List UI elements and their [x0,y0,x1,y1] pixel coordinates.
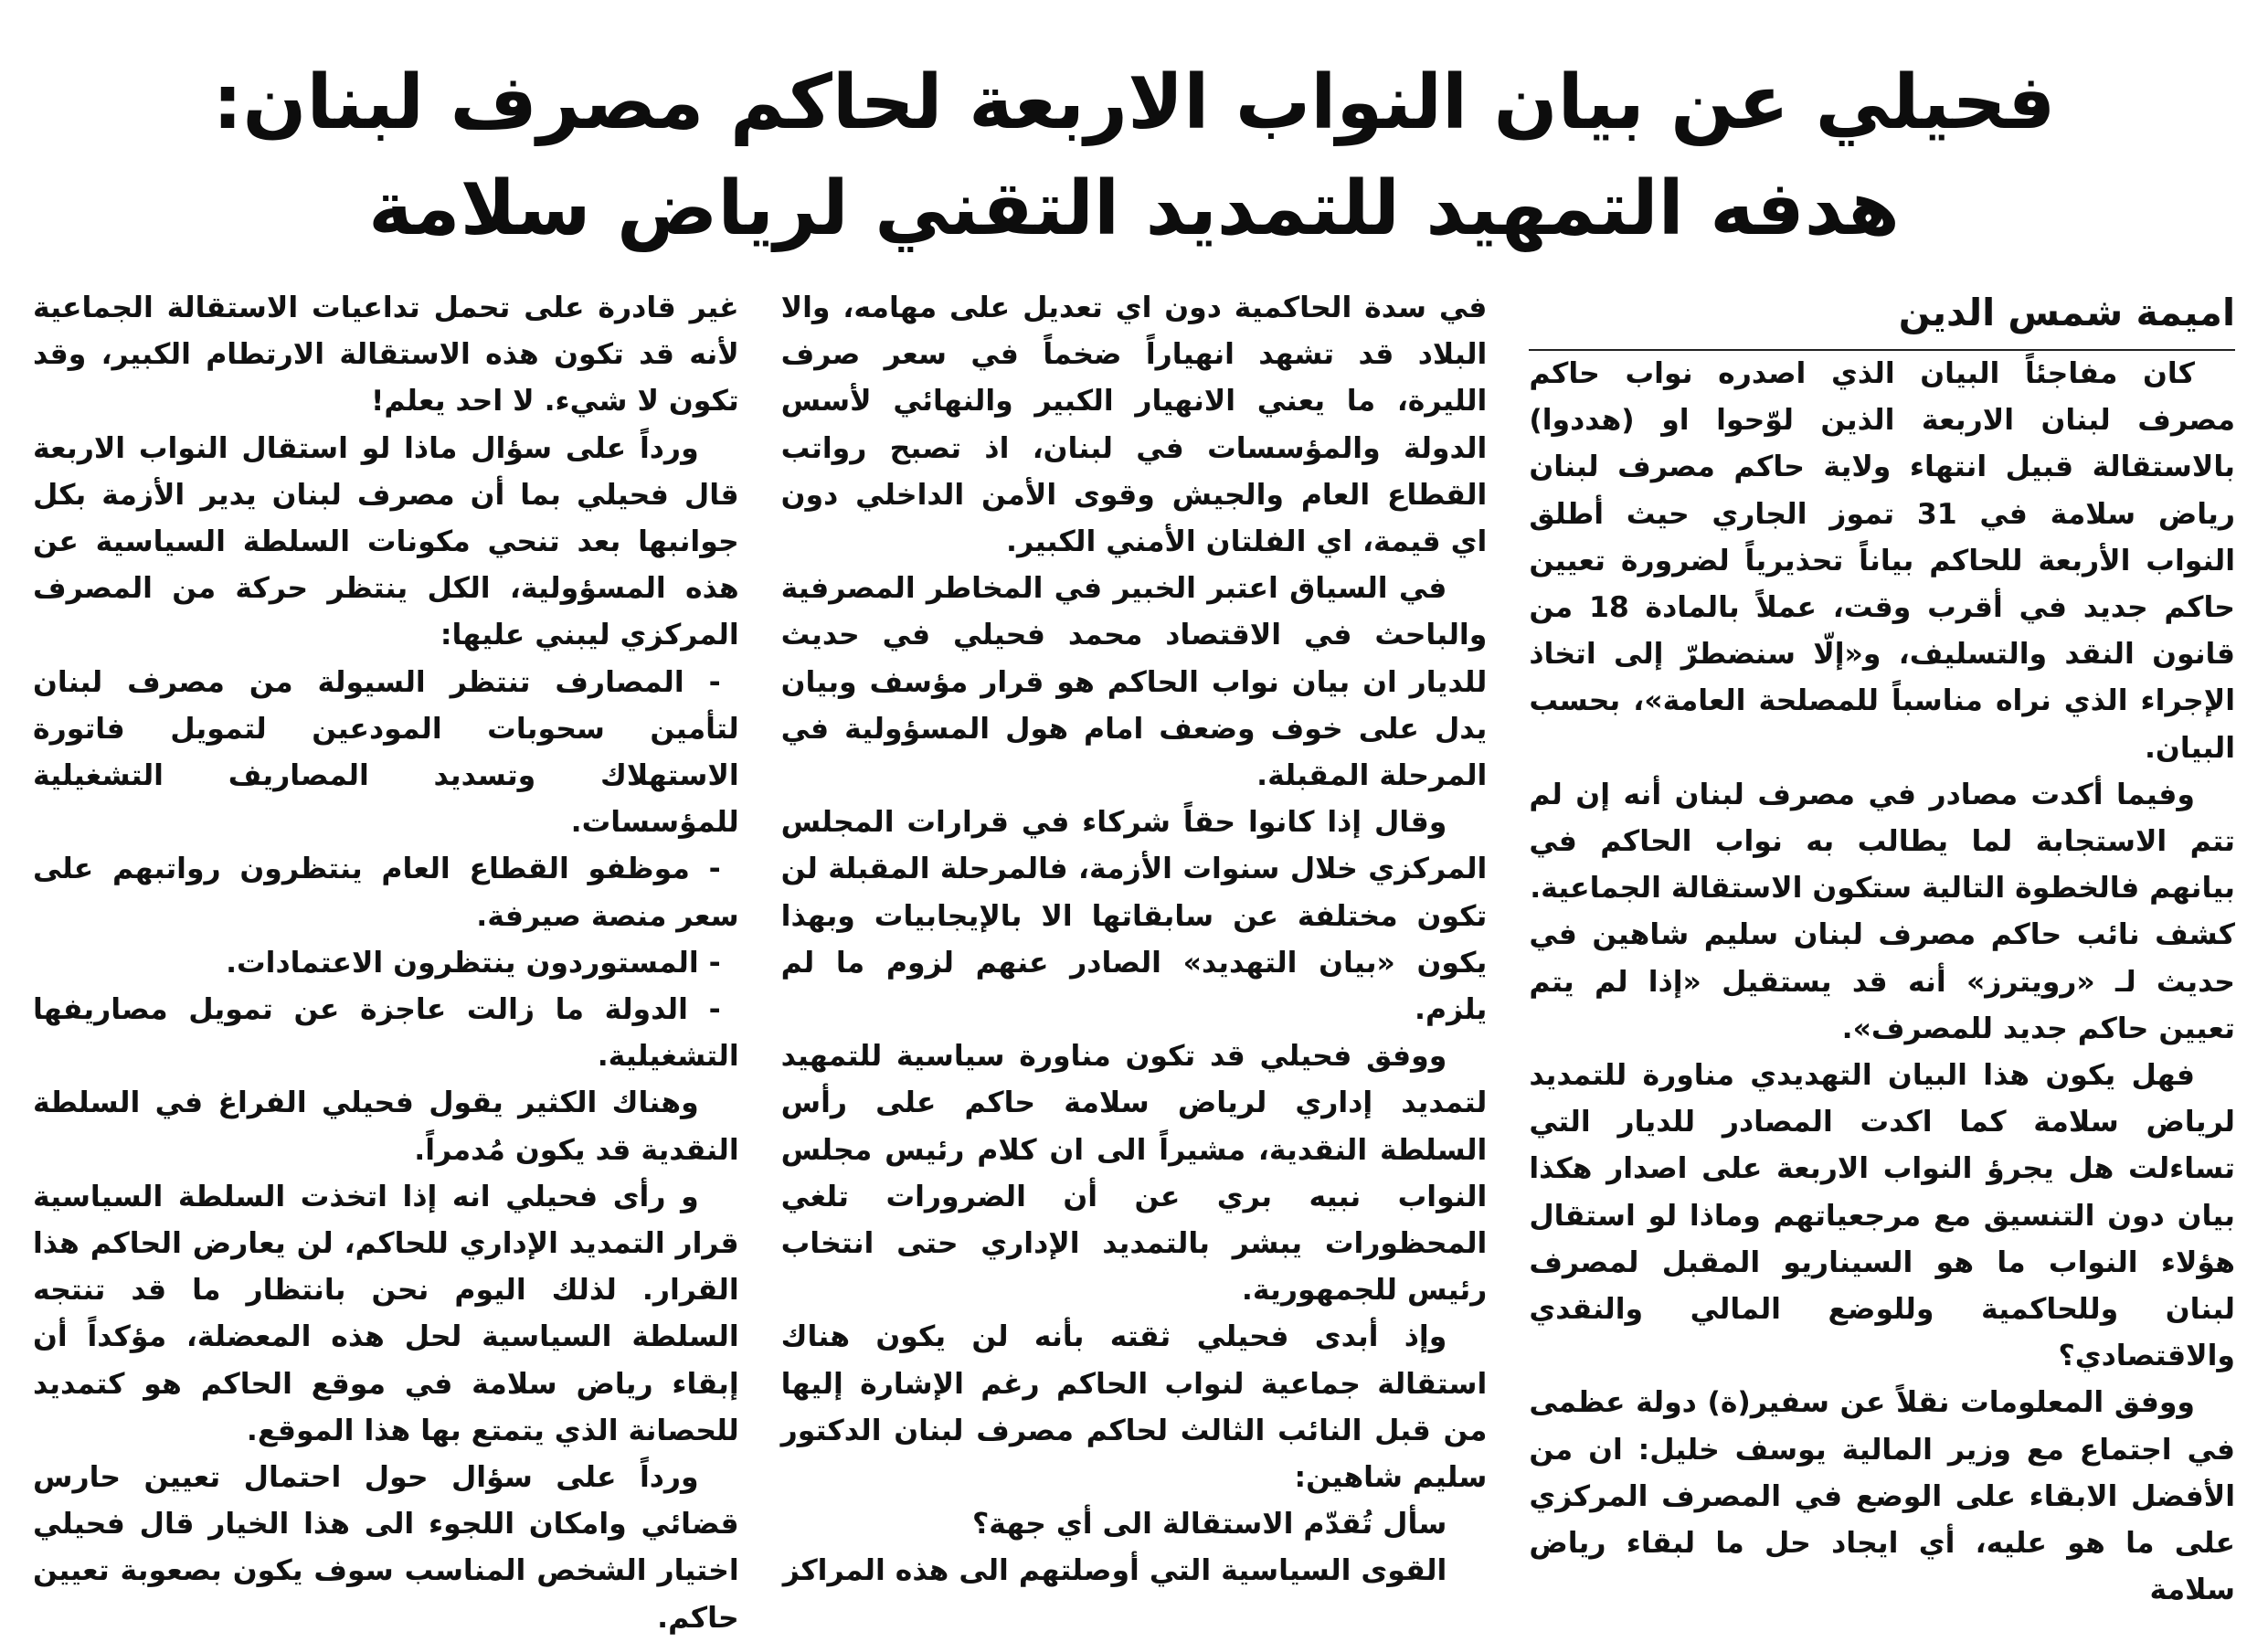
paragraph: كان مفاجئاً البيان الذي اصدره نواب حاكم مصرف لبنان الاربعة الذين لوّحوا او (هددوا) بالاستقالة قبيل انتهاء ولاية حاكم مصرف لبنان رياض سلامة في 31 تموز الجاري حيث أطلق النواب الأربعة للحاكم بياناً تحذيرياً لضرورة تعيين حاكم جديد في أقرب وقت، عملاً بالمادة 18 من قانون النقد والتسليف، و«إلّا سنضطرّ إلى اتخاذ الإجراء الذي نراه مناسباً للمصلحة العامة»، بحسب البيان. [1529,357,2235,765]
article-columns [32,285,2235,1635]
paragraph: وإذ أبدى فحيلي ثقته بأنه لن يكون هناك استقالة جماعية لنواب الحاكم رغم الإشارة إليها من قبل النائب الثالث لحاكم مصرف لبنان الدكتور سليم شاهين: [780,1320,1488,1495]
article-column-1 [1529,285,2235,1607]
article-column-3 [32,285,739,1635]
paragraph: ووفق فحيلي قد تكون مناورة سياسية للتمهيد لتمديد إداري لرياض سلامة حاكم على رأس السلطة النقدية، مشيراً الى ان كلام رئيس مجلس النواب نبيه بري عن أن الضرورات تلغي المحظورات يبشر بالتمديد الإداري حتى انتخاب رئيس للجمهورية. [780,1040,1488,1308]
paragraph: في سدة الحاكمية دون اي تعديل على مهامه، والا البلاد قد تشهد انهياراً ضخماً في سعر صرف الليرة، ما يعني الانهيار الكبير والنهائي لأسس الدولة والمؤسسات في لبنان، اذ تصبح رواتب القطاع العام والجيش وقوى الأمن الداخلي دون اي قيمة، اي الفلتان الأمني الكبير. [780,291,1488,559]
paragraph: فهل يكون هذا البيان التهديدي مناورة للتمديد لرياض سلامة كما اكدت المصادر للديار التي تساءلت هل يجرؤ النواب الاربعة على اصدار هكذا بيان دون التنسيق مع مرجعياتهم وماذا لو استقال هؤلاء النواب ما هو السيناريو المقبل لمصرف لبنان وللحاكمية وللوضع المالي والنقدي والاقتصادي؟ [1529,1059,2235,1373]
paragraph: و رأى فحيلي انه إذا اتخذت السلطة السياسية قرار التمديد الإداري للحاكم، لن يعارض الحاكم هذا القرار. لذلك اليوم نحن بانتظار ما قد تنتجه السلطة السياسية لحل هذه المعضلة، مؤكداً أن إبقاء رياض سلامة في موقع الحاكم هو كتمديد للحصانة الذي يتمتع بها هذا الموقع. [32,1180,739,1447]
author-byline: اميمة شمس الدين [1529,285,2235,351]
list-item: - المستوردون ينتظرون الاعتمادات. [226,946,721,980]
paragraph: في السياق اعتبر الخبير في المخاطر المصرفية والباحث في الاقتصاد محمد فحيلي في حديث للديار ان بيان نواب الحاكم هو قرار مؤسف وبيان يدل على خوف وضعف امام هول المسؤولية في المرحلة المقبلة. [780,572,1488,793]
headline-line-1: فحيلي عن بيان النواب الاربعة لحاكم مصرف لبنان: [212,59,2056,146]
paragraph: كشف نائب حاكم مصرف لبنان سليم شاهين في حديث لـ «رويترز» أنه قد يستقيل «إذا لم يتم تعيين حاكم جديد للمصرف». [1529,918,2235,1045]
list-item: - المصارف تنتظر السيولة من مصرف لبنان لتأمين سحوبات المودعين لتمويل فاتورة الاستهلاك وتسديد المصاريف التشغيلية للمؤسسات. [32,665,739,840]
paragraph: غير قادرة على تحمل تداعيات الاستقالة الجماعية لأنه قد تكون هذه الاستقالة الارتطام الكبير، وقد تكون لا شيء. لا احد يعلم! [32,291,739,418]
paragraph: القوى السياسية التي أوصلتهم الى هذه المراكز [782,1554,1447,1588]
paragraph: ووفق المعلومات نقلاً عن سفير(ة) دولة عظمى في اجتماع مع وزير المالية يوسف خليل: ان من الأفضل الابقاء على الوضع في المصرف المركزي على ما هو عليه، أي ايجاد حل ما لبقاء رياض سلامة [1529,1386,2235,1607]
paragraph: ورداً على سؤال حول احتمال تعيين حارس قضائي وامكان اللجوء الى هذا الخيار قال فحيلي اختيار الشخص المناسب سوف يكون بصعوبة تعيين حاكم. [32,1461,739,1635]
paragraph: وهناك الكثير يقول فحيلي الفراغ في السلطة النقدية قد يكون مُدمراً. [32,1086,739,1167]
paragraph: وفيما أكدت مصادر في مصرف لبنان أنه إن لم تتم الاستجابة لما يطالب به نواب الحاكم في بيانهم فالخطوة التالية ستكون الاستقالة الجماعية. [1529,778,2235,906]
paragraph: ورداً على سؤال ماذا لو استقال النواب الاربعة قال فحيلي بما أن مصرف لبنان يدير الأزمة بكل جوانبها بعد تنحي مكونات السلطة السياسية عن هذه المسؤولية، الكل ينتظر حركة من المصرف المركزي ليبني عليها: [32,431,739,652]
list-item: - موظفو القطاع العام ينتظرون رواتبهم على سعر منصة صيرفة. [32,853,739,933]
article-headline [137,50,2131,262]
list-item: - الدولة ما زالت عاجزة عن تمويل مصاريفها التشغيلية. [32,993,739,1074]
paragraph: سأل تُقدّم الاستقالة الى أي جهة؟ [972,1508,1447,1541]
article-column-2 [781,285,1488,1598]
paragraph: وقال إذا كانوا حقاً شركاء في قرارات المجلس المركزي خلال سنوات الأزمة، فالمرحلة المقبلة لن تكون مختلفة عن سابقاتها الا بالإيجابيات وبهذا يكون «بيان التهديد» الصادر عنهم لزوم ما لم يلزم. [780,806,1488,1027]
headline-line-2: هدفه التمهيد للتمديد التقني لرياض سلامة [368,165,1900,252]
